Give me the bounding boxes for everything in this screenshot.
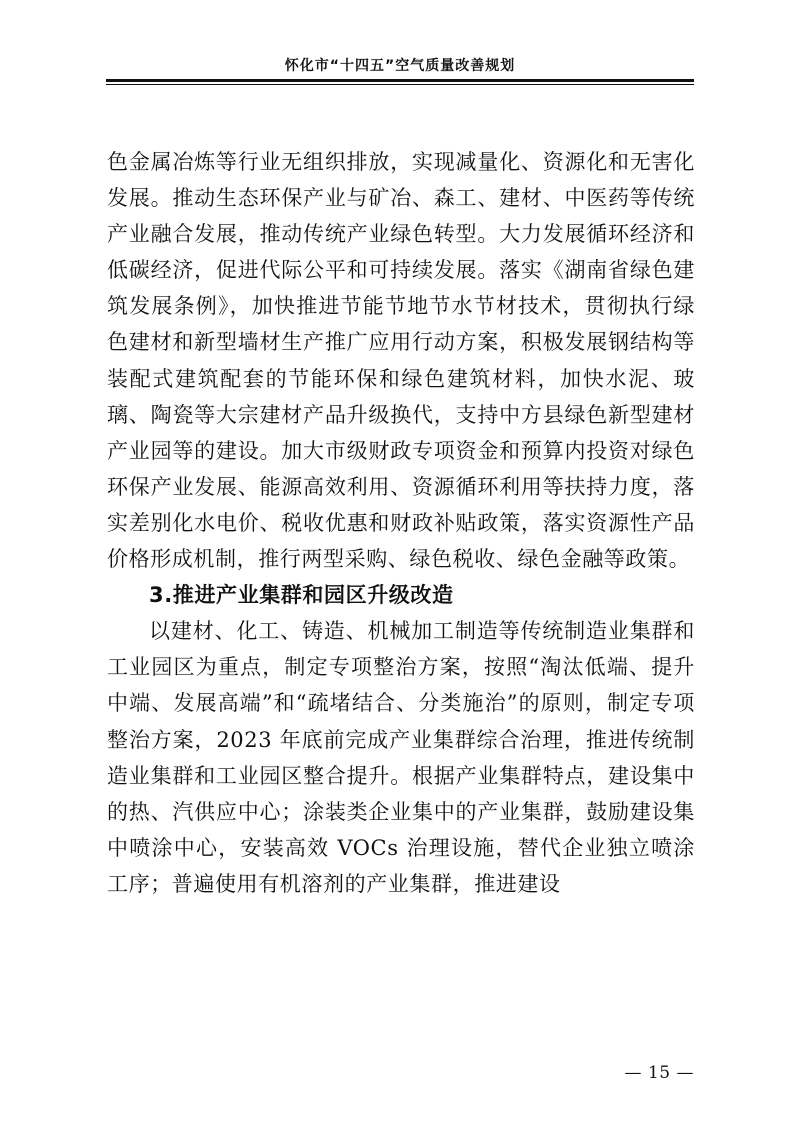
page-number: — 15 —	[624, 1063, 694, 1083]
paragraph-continued: 色金属冶炼等行业无组织排放，实现减量化、资源化和无害化发展。推动生态环保产业与矿冶、森工、建材、中医药等传统产业融合发展，推动传统产业绿色转型。大力发展循环经济和低碳经济，促进代际公平和可持续发展。落实《湖南省绿色建筑发展条例》，加快推进节能节地节水节材技术，贯彻执行绿色建材和新型墙材生产推广应用行动方案，积极发展钢结构等装配式建筑配套的节能环保和绿色建筑材料，加快水泥、玻璃、陶瓷等大宗建材产品升级换代，支持中方县绿色新型建材产业园等的建设。加大市级财政专项资金和预算内投资对绿色环保产业发展、能源高效利用、资源循环利用等扶持力度，落实差别化水电价、税收优惠和财政补贴政策，落实资源性产品价格形成机制，推行两型采购、绿色税收、绿色金融等政策。	[107, 150, 695, 572]
paragraph: 以建材、化工、铸造、机械加工制造等传统制造业集群和工业园区为重点，制定专项整治方案，按照“淘汰低端、提升中端、发展高端”和“疏堵结合、分类施治”的原则，制定专项整治方案，2023 年底前完成产业集群综合治理，推进传统制造业集群和工业园区整合提升。根据产业集群特点，建设集中的热、汽供应中心；涂装类企业集中的产业集群，鼓励建设集中喷涂中心，安装高效 VOCs 治理设施，替代企业独立喷涂工序；普遍使用有机溶剂的产业集群，推进建设	[107, 619, 695, 896]
section-heading: 3.推进产业集群和园区升级改造	[149, 583, 454, 608]
header-rule-thin	[106, 84, 694, 85]
running-header: 怀化市“十四五”空气质量改善规划	[284, 58, 516, 74]
header-rule-thick	[106, 79, 694, 82]
body-text	[107, 144, 695, 902]
